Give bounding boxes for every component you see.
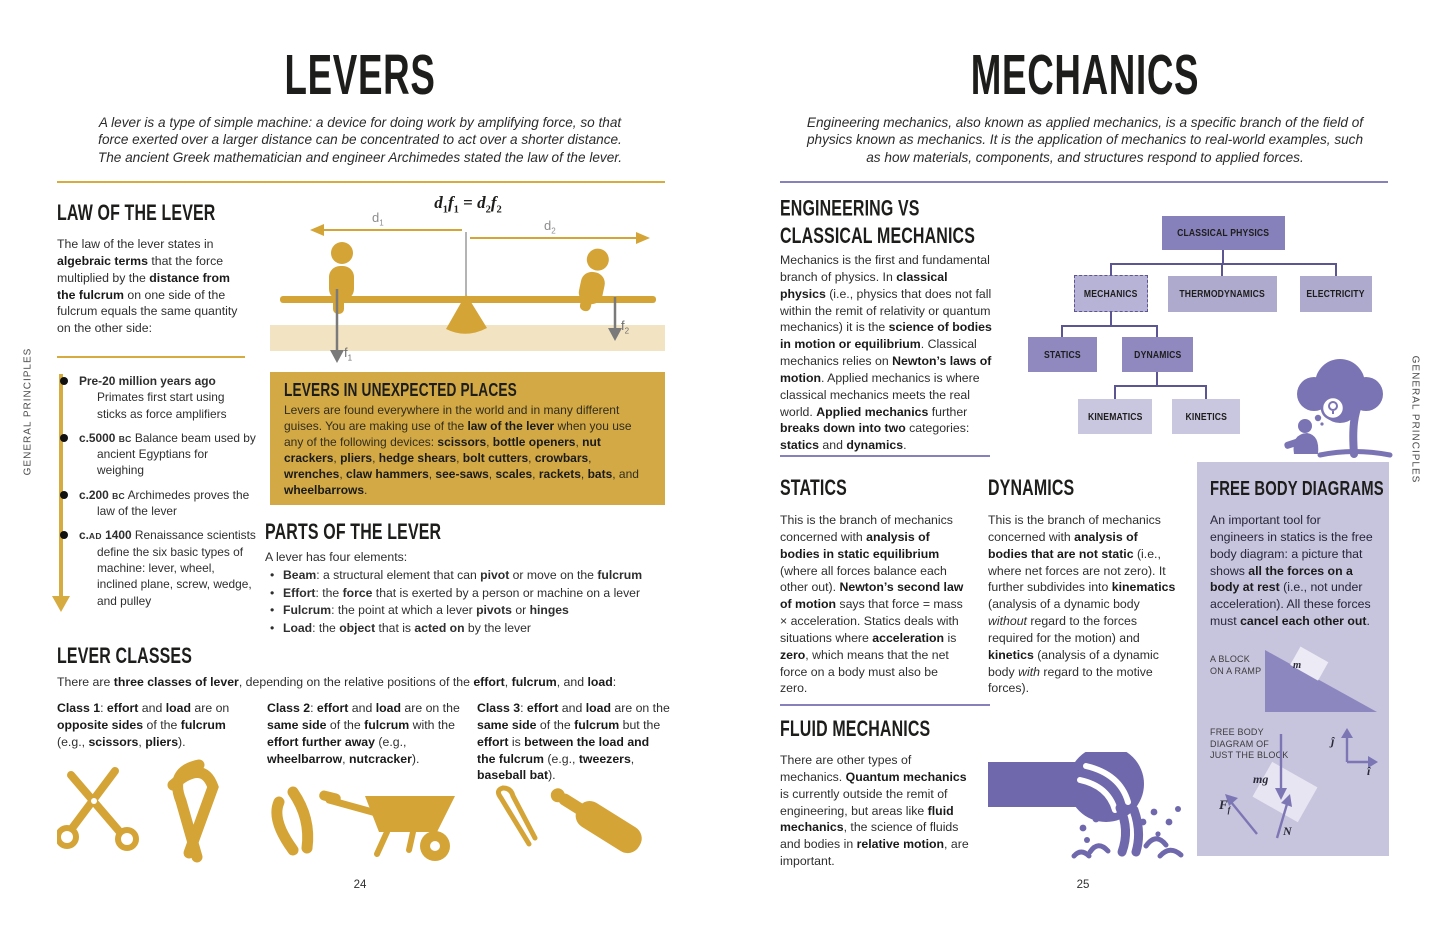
parts-bullet: • Effort: the force that is exerted by a person or machine on a lever (268, 585, 670, 603)
fbd-of-block-label: FREE BODY DIAGRAM OF JUST THE BLOCK (1210, 727, 1289, 761)
timeline-item: c.AD 1400 Renaissance scientists define the six basic types of machine: lever, wheel, inclined plane, screw, wedge, and pulley (79, 528, 256, 608)
tree-node-thermodynamics (1168, 276, 1277, 312)
engineering-heading: ENGINEERING VS CLASSICAL MECHANICS (780, 197, 976, 248)
timeline-arrow-line (59, 374, 63, 596)
fluid-heading: FLUID MECHANICS (780, 717, 931, 742)
tree-node-classical-physics (1162, 216, 1285, 250)
levers-intro-text: A lever is a type of simple machine: a device for doing work by amplifying force, so that force exerted over a larger distance can be concentrated to act over a shorter distance. The ancient Greek mathematician and engineer Archimedes stated the law of the lever. (97, 115, 623, 165)
timeline (79, 373, 257, 617)
classes-heading: LEVER CLASSES (57, 644, 193, 669)
dynamics-text: This is the branch of mechanics concerned with analysis of bodies that are not static (i.e., where net forces are not zero). It further subdivides into kinematics (analysis of a dynamic body without regard to the forces required for the motion) and kinetics (analysis of a dynamic body with regard to the motive forces). (988, 513, 1176, 696)
tree-node-electricity (1300, 276, 1372, 312)
tweezers-bat-icon (477, 782, 667, 870)
class3-text: Class 3: effort and load are on the same side of the fulcrum but the effort is between the load and the fulcrum (e.g., tweezers, baseball bat). (477, 701, 670, 783)
mg-vector-label: mg (1253, 772, 1269, 786)
tree-node-label: THERMODYNAMICS (1179, 288, 1266, 300)
right-side-label: GENERAL PRINCIPLES (1409, 355, 1421, 484)
left-side-label: GENERAL PRINCIPLES (22, 347, 34, 476)
page-title-mechanics: MECHANICS (970, 43, 1200, 107)
normal-vector-label: N (1283, 824, 1292, 838)
i-axis-label: î (1367, 764, 1371, 778)
free-body-text: An important tool for engineers in statics is the free body diagram: a picture that shows all the forces on a body at rest (i.e., not under acceleration). All these forces must cancel each other out. (1210, 513, 1373, 629)
f2-label: $f_2$ (621, 318, 630, 336)
dynamics-heading: DYNAMICS (988, 476, 1075, 501)
tree-node-label: KINETICS (1185, 410, 1227, 423)
law-of-lever-text: The law of the lever states in algebraic terms that the force multiplied by the distance from the fulcrum on one side of the fulcrum equals the same quantity on the other side: (57, 237, 238, 336)
timeline-arrowhead-icon (52, 596, 70, 612)
levers-divider-rule (57, 181, 665, 183)
class2-text: Class 2: effort and load are on the same side of the fulcrum with the effort further away (e.g., wheelbarrow, nutcracker). (267, 701, 460, 766)
wheelbarrow-nutcracker-icon (267, 778, 462, 870)
unexpected-places-box (270, 372, 665, 505)
tree-connector (1061, 325, 1063, 337)
j-axis-label: ĵ (1331, 734, 1335, 748)
mass-label: m (1293, 660, 1302, 671)
lever-equation: $d_1f_1 = d_2f_2$ (434, 193, 502, 216)
tree-connector (1114, 385, 1116, 399)
left-page-number: 24 (353, 879, 367, 891)
tweezers-bat-illustration (477, 782, 667, 875)
scissors-pliers-illustration (57, 755, 252, 872)
timeline-item: Pre-20 million years ago Primates first start using sticks as force amplifiers (79, 373, 257, 422)
physics-tree-diagram (1010, 208, 1395, 458)
parts-bullet: • Beam: a structural element that can pivot or move on the fulcrum (268, 567, 670, 585)
mechanics-intro-text: Engineering mechanics, also known as applied mechanics, is a specific branch of the field of physics known as mechanics. It is the application of mechanics to real-world examples, such as how materials, components, and structures respond to applied forces. (806, 115, 1364, 165)
page-title-levers: LEVERS (284, 43, 436, 107)
newton-under-tree-icon (1278, 356, 1396, 458)
timeline-top-rule (57, 356, 245, 358)
tree-connector (1110, 312, 1112, 325)
statics-divider-rule (780, 455, 990, 457)
statics-heading: STATICS (780, 476, 847, 501)
fluid-divider-rule (780, 704, 990, 706)
wheelbarrow-nutcracker-illustration (267, 778, 462, 875)
block-on-ramp-label: A BLOCK ON A RAMP (1210, 654, 1262, 676)
tree-node-label: DYNAMICS (1133, 348, 1182, 361)
tree-node-kinematics (1078, 399, 1152, 434)
tree-connector (1110, 263, 1337, 265)
tree-node-label: MECHANICS (1084, 287, 1138, 300)
timeline-item: c.5000 BC Balance beam used by ancient Egyptians for weighing (79, 430, 256, 478)
tree-node-label: KINEMATICS (1087, 410, 1143, 423)
tree-connector (1061, 325, 1158, 327)
tree-node-statics (1028, 337, 1097, 372)
statics-text: This is the branch of mechanics concerned with analysis of bodies in static equilibrium (where all forces balance each other out). Newton’s second law of motion says that force = mass × acceleration. Statics deals with situations where acceleration is zero, which means that the net force on a body must also be zero. (780, 513, 964, 696)
parts-bullet: • Fulcrum: the point at which a lever pivots or hinges (268, 602, 670, 620)
unexpected-places-text: Levers are found everywhere in the world and in many different guises. You are making use of the law of the lever when you use any of the following devices: scissors, bottle openers, nut crackers, pliers, hedge shears, bolt cutters, crowbars, wrenches, claw hammers, see-saws, scales, rackets, bats, and wheelbarrows. (284, 403, 639, 497)
parts-lead: A lever has four elements: (265, 550, 408, 564)
seesaw-graphic (270, 197, 665, 369)
right-page-number: 25 (1076, 879, 1090, 891)
tree-connector (1156, 325, 1158, 337)
tree-connector (1335, 263, 1337, 276)
friction-vector-label: $F_f$ (1219, 797, 1231, 815)
free-body-diagram-graphic (1197, 642, 1389, 856)
parts-bullet: • Load: the object that is acted on by the lever (268, 620, 670, 638)
pouring-fluid-icon (988, 752, 1188, 864)
tree-connector (1222, 250, 1224, 263)
timeline-item: c.200 BC Archimedes proves the law of the lever (79, 487, 257, 520)
tree-node-label: STATICS (1044, 348, 1081, 361)
tree-connector (1221, 263, 1223, 276)
unexpected-places-heading: LEVERS IN UNEXPECTED PLACES (284, 379, 517, 401)
free-body-heading: FREE BODY DIAGRAMS (1210, 477, 1384, 501)
f1-label: $f_1$ (344, 345, 353, 363)
tree-connector (1205, 385, 1207, 399)
tree-connector (1156, 372, 1158, 385)
classes-lead: There are three classes of lever, depending on the relative positions of the effort, fulcrum, and load: (57, 675, 617, 689)
fluid-text: There are other types of mechanics. Quantum mechanics is currently outside the remit of engineering, but areas like fluid mechanics, the science of fluids and bodies in relative motion, are important. (780, 753, 969, 869)
d2-label: $d_2$ (544, 218, 556, 236)
tree-connector (1114, 385, 1207, 387)
tree-node-label: CLASSICAL PHYSICS (1177, 227, 1270, 239)
engineering-text: Mechanics is the first and fundamental branch of physics. In classical physics (i.e., physics that does not fall within the remit of relativity or quantum mechanics) it is the science of bodies in motion or equilibrium. Classical mechanics relies on Newton’s laws of motion. Applied mechanics is where classical mechanics meets the real world. Applied mechanics further breaks down into two categories: statics and dynamics. (780, 253, 992, 453)
tree-node-mechanics (1074, 275, 1148, 312)
law-of-lever-heading: LAW OF THE LEVER (57, 201, 216, 226)
scissors-pliers-icon (57, 755, 252, 867)
tree-node-label: ELECTRICITY (1306, 288, 1366, 300)
parts-list (268, 567, 670, 637)
class1-text: Class 1: effort and load are on opposite sides of the fulcrum (e.g., scissors, pliers). (57, 701, 230, 749)
tree-node-dynamics (1122, 337, 1193, 372)
mechanics-divider-rule (780, 181, 1388, 183)
seesaw-diagram (270, 193, 665, 369)
tree-node-kinetics (1172, 399, 1240, 434)
d1-label: $d_1$ (372, 210, 384, 228)
parts-heading: PARTS OF THE LEVER (265, 520, 442, 545)
free-body-diagrams-panel (1197, 462, 1389, 856)
